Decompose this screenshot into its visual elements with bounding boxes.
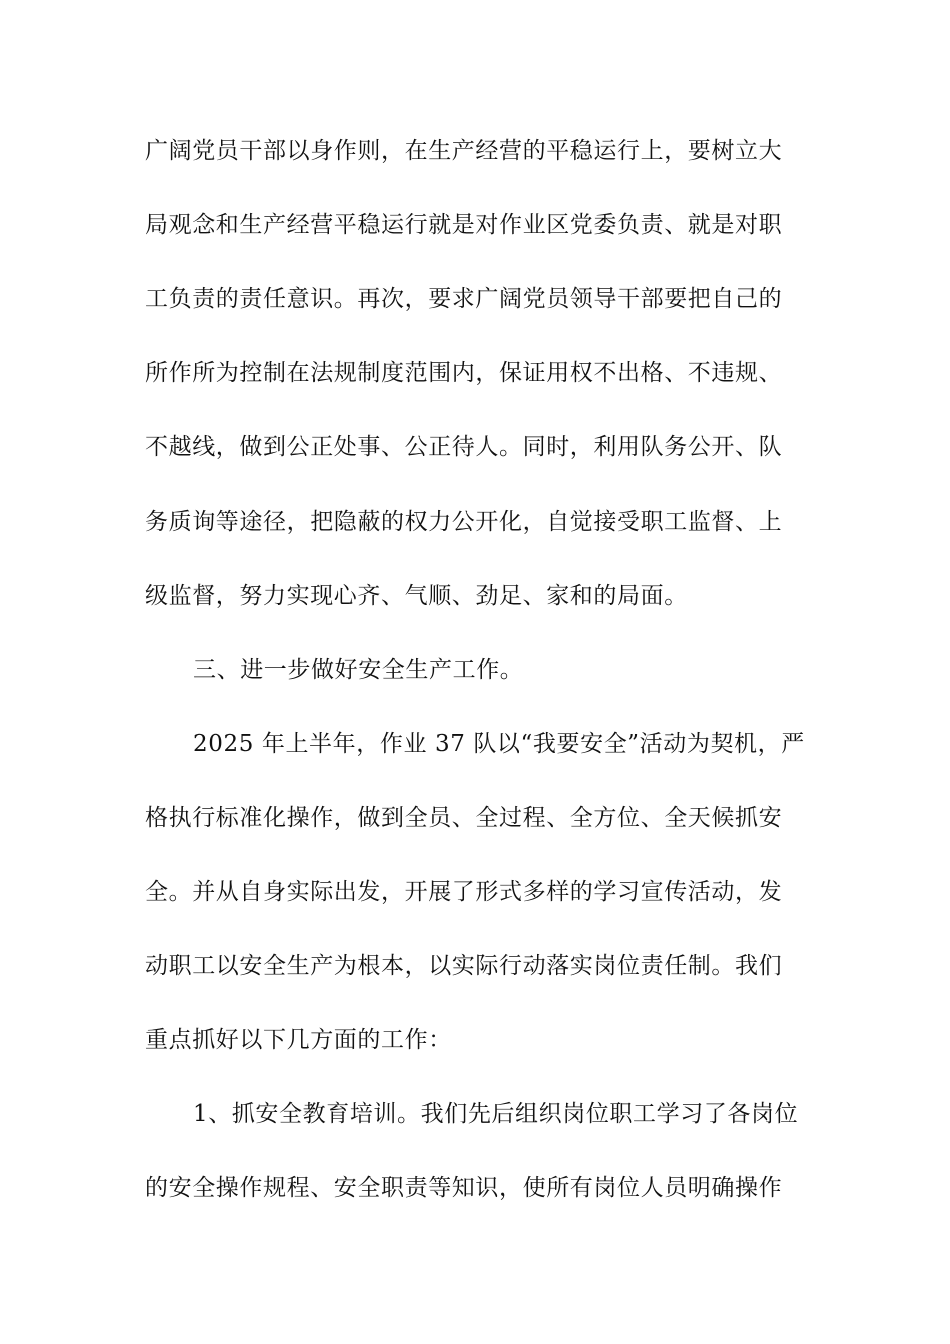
text-line: 局观念和生产经营平稳运行就是对作业区党委负责、就是对职 (145, 212, 783, 238)
section-heading: 三、进一步做好安全生产工作。 (193, 657, 524, 683)
text-line: 级监督，努力实现心齐、气顺、劲足、家和的局面。 (145, 583, 688, 609)
text-line: 重点抓好以下几方面的工作： (145, 1027, 452, 1053)
text-line: 2025 年上半年，作业 37 队以“我要安全”活动为契机，严 (193, 731, 805, 757)
text-line: 广阔党员干部以身作则，在生产经营的平稳运行上，要树立大 (145, 138, 783, 164)
text-line: 的安全操作规程、安全职责等知识，使所有岗位人员明确操作 (145, 1175, 783, 1201)
text-line: 所作所为控制在法规制度范围内，保证用权不出格、不违规、 (145, 360, 783, 386)
text-line: 不越线，做到公正处事、公正待人。同时，利用队务公开、队 (145, 434, 783, 460)
text-line: 1、抓安全教育培训。我们先后组织岗位职工学习了各岗位 (193, 1101, 799, 1127)
text-line: 工负责的责任意识。再次，要求广阔党员领导干部要把自己的 (145, 286, 783, 312)
text-line: 格执行标准化操作，做到全员、全过程、全方位、全天候抓安 (145, 805, 783, 831)
text-line: 动职工以安全生产为根本，以实际行动落实岗位责任制。我们 (145, 953, 783, 979)
text-line: 全。并从自身实际出发，开展了形式多样的学习宣传活动，发 (145, 879, 783, 905)
text-line: 务质询等途径，把隐蔽的权力公开化，自觉接受职工监督、上 (145, 509, 783, 535)
